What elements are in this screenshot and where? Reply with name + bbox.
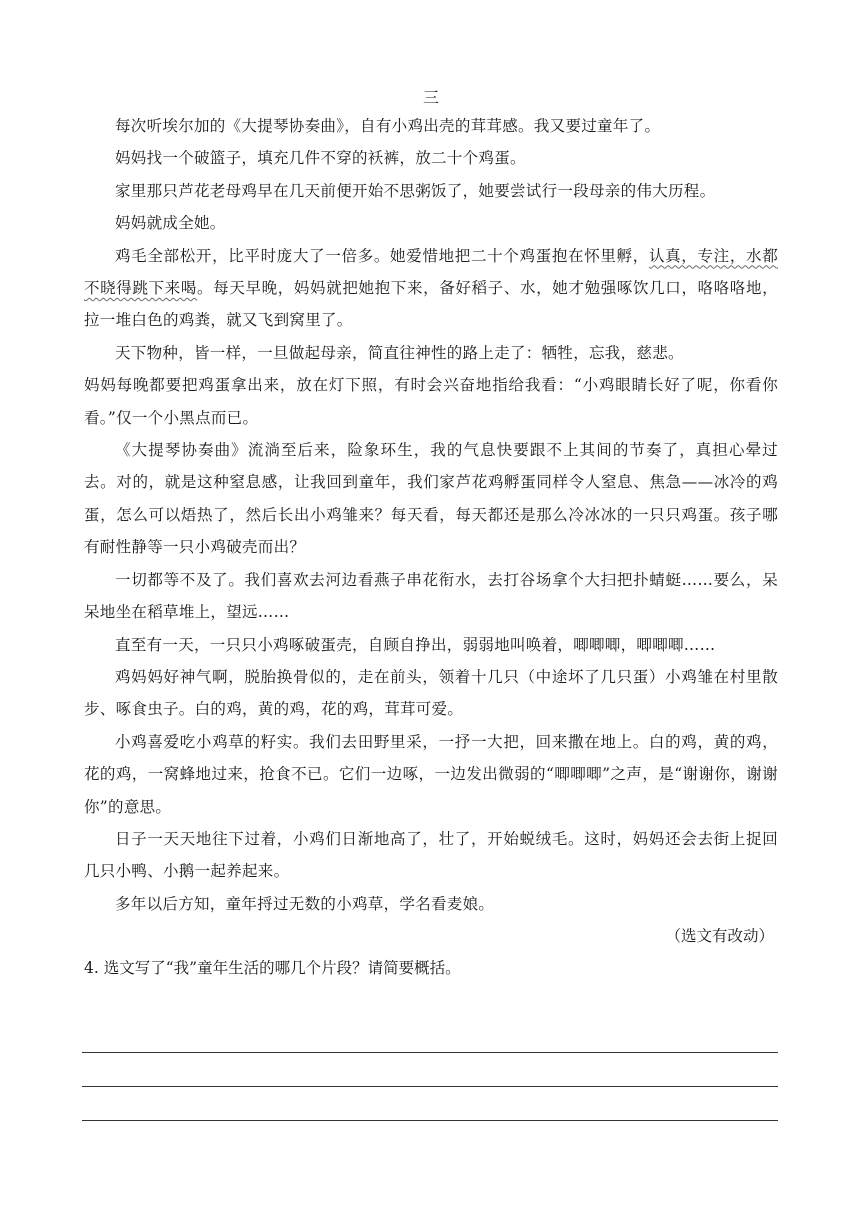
paragraph-6: 天下物种，皆一样，一旦做起母亲，简直往神性的路上走了：牺牲，忘我，慈悲。 <box>115 343 684 362</box>
paragraph-5-part-1: 鸡毛全部松开，比平时庞大了一倍多。她爱惜地把二十个鸡蛋抱在怀里孵， <box>115 246 649 265</box>
paragraph-8: 《大提琴协奏曲》流淌至后来，险象环生，我的气息快要跟不上其间的节奏了，真担心晕过去。对的，就是这种窒息感，让我回到童年，我们家芦花鸡孵蛋同样令人窒息、焦急——冰冷的鸡蛋，怎么可以焐热了，然后长出小鸡雏来？每天看，每天都还是那么冷冰冰的一只只鸡蛋。孩子哪有耐性静等一只小鸡破壳而出？ <box>84 441 778 557</box>
paragraph-13: 日子一天天地往下过着，小鸡们日渐地高了，壮了，开始蜕绒毛。这时，妈妈还会去街上捉回几只小鸭、小鹅一起养起来。 <box>84 829 778 881</box>
paragraph-9: 一切都等不及了。我们喜欢去河边看燕子串花衔水，去打谷场拿个大扫把扑蜻蜓……要么，呆呆地坐在稻草堆上，望远…… <box>84 570 778 622</box>
paragraph-12: 小鸡喜爱吃小鸡草的籽实。我们去田野里采，一抒一大把，回来撒在地上。白的鸡，黄的鸡，花的鸡，一窝蜂地过来，抢食不已。它们一边啄，一边发出微弱的“唧唧唧”之声，是“谢谢你，谢谢你”的意思。 <box>84 732 778 816</box>
paragraph-1: 每次听埃尔加的《大提琴协奏曲》，自有小鸡出壳的茸茸感。我又要过童年了。 <box>115 117 661 135</box>
paragraph-14: 多年以后方知，童年捋过无数的小鸡草，学名看麦娘。 <box>115 894 495 913</box>
paragraph-5-part-3: 。每天早晚，妈妈就把她抱下来，备好稻子、水，她才勉强啄饮几口，咯咯咯地，拉一堆白色的鸡粪，就又飞到窝里了。 <box>84 279 778 330</box>
source-note: （选文有改动） <box>665 927 774 946</box>
paragraph-7: 妈妈每晚都要把鸡蛋拿出来，放在灯下照，有时会兴奋地指给我看：“小鸡眼睛长好了呢，你看你看。”仅一个小黑点而已。 <box>84 376 778 427</box>
answer-line-3[interactable] <box>82 1120 778 1121</box>
wavy-underlined-text: 认真，专注，水都不晓得跳下来喝 <box>84 246 778 298</box>
answer-line-2[interactable] <box>82 1086 778 1087</box>
paragraph-5 <box>84 240 778 337</box>
paragraph-3: 家里那只芦花老母鸡早在几天前便开始不思粥饭了，她要尝试行一段母亲的伟大历程。 <box>115 181 716 200</box>
article <box>84 88 778 984</box>
paragraph-10: 直至有一天，一只只小鸡啄破蛋壳，自顾自挣出，弱弱地叫唤着，唧唧唧，唧唧唧…… <box>115 635 716 654</box>
answer-line-1[interactable] <box>82 1052 778 1053</box>
question-4: 4. 选文写了“我”童年生活的哪几个片段？请简要概括。 <box>84 959 461 978</box>
section-number: 三 <box>422 88 439 107</box>
paragraph-4: 妈妈就成全她。 <box>115 214 226 233</box>
paragraph-2: 妈妈找一个破篮子，填充几件不穿的袄裤，放二十个鸡蛋。 <box>115 149 526 168</box>
paragraph-11: 鸡妈妈好神气啊，脱胎换骨似的，走在前头，领着十几只（中途坏了几只蛋）小鸡雏在村里散步、啄食虫子。白的鸡，黄的鸡，花的鸡，茸茸可爱。 <box>84 667 778 719</box>
